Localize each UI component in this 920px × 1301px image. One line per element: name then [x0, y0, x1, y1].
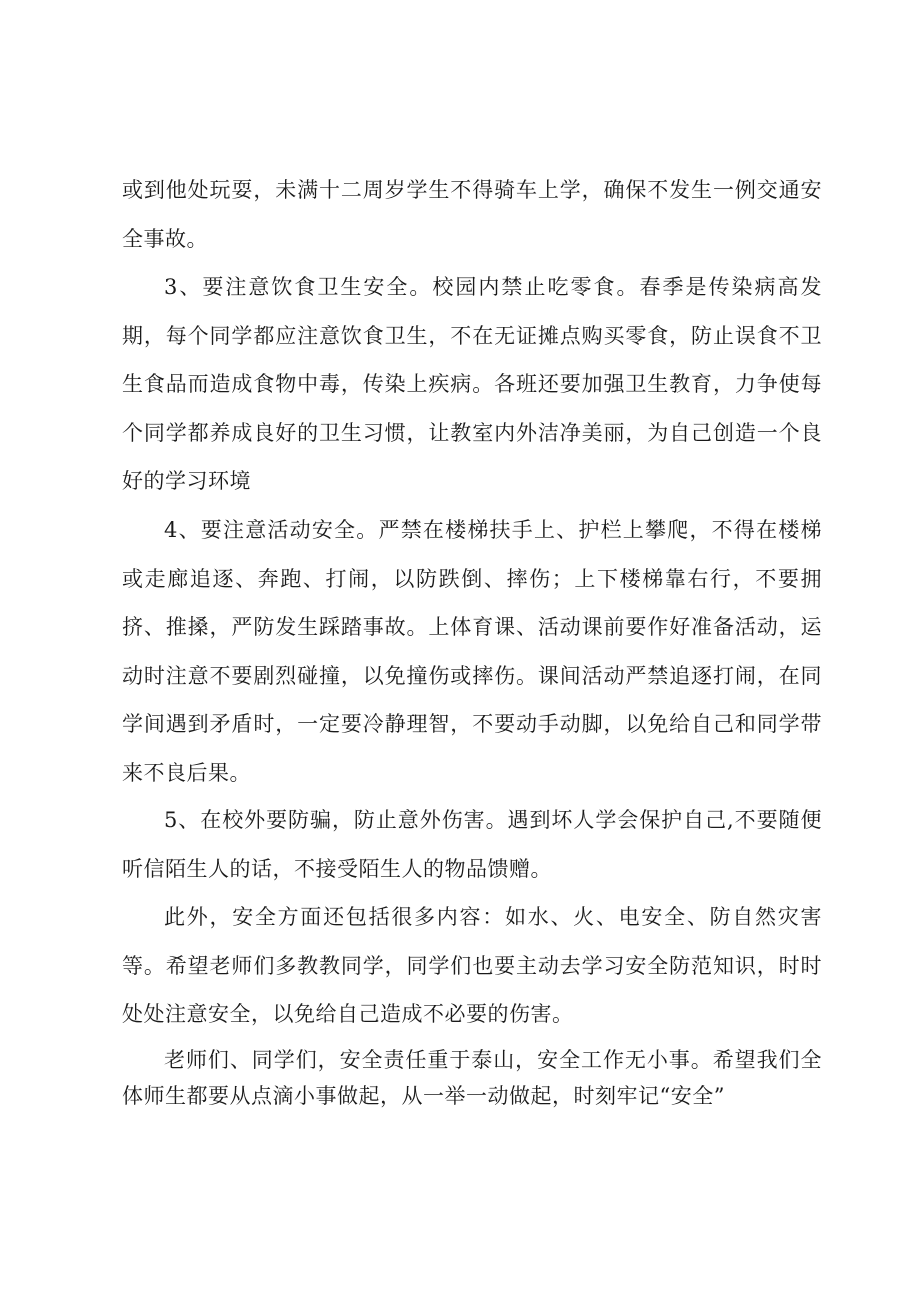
paragraph-outside-safety: [122, 796, 822, 893]
paragraph-traffic-safety-continued: [122, 166, 822, 263]
paragraph-text: 4、要注意活动安全。严禁在楼梯扶手上、护栏上攀爬，不得在楼梯或走廊追逐、奔跑、打闹，以防跌倒、摔伤；上下楼梯靠右行，不要拥挤、推搡，严防发生踩踏事故。上体育课、活动课前要作好准备活动，运动时注意不要剧烈碰撞，以免撞伤或摔伤。课间活动严禁追逐打闹，在同学间遇到矛盾时，一定要冷静理智，不要动手动脚，以免给自己和同学带来不良后果。: [122, 518, 822, 785]
paragraph-text: 此外，安全方面还包括很多内容：如水、火、电安全、防自然灾害等。希望老师们多教教同学，同学们也要主动去学习安全防范知识，时时处处注意安全，以免给自己造成不必要的伤害。: [122, 905, 822, 1026]
paragraph-closing: [122, 1042, 822, 1114]
paragraph-text: 老师们、同学们，安全责任重于泰山，安全工作无小事。希望我们全体师生都要从点滴小事做起，从一举一动做起，时刻牢记“安全”: [122, 1048, 822, 1108]
paragraph-food-safety: [122, 263, 822, 506]
paragraph-text: 5、在校外要防骗，防止意外伤害。遇到坏人学会保护自己,不要随便听信陌生人的话，不接受陌生人的物品馈赠。: [122, 808, 822, 881]
paragraph-text: 3、要注意饮食卫生安全。校园内禁止吃零食。春季是传染病高发期，每个同学都应注意饮食卫生，不在无证摊点购买零食，防止误食不卫生食品而造成食物中毒，传染上疾病。各班还要加强卫生教育，力争使每个同学都养成良好的卫生习惯，让教室内外洁净美丽，为自己创造一个良好的学习环境: [122, 275, 822, 493]
paragraph-activity-safety: [122, 506, 822, 797]
paragraph-other-safety: [122, 893, 822, 1039]
paragraph-text: 或到他处玩耍，未满十二周岁学生不得骑车上学，确保不发生一例交通安全事故。: [122, 178, 822, 251]
